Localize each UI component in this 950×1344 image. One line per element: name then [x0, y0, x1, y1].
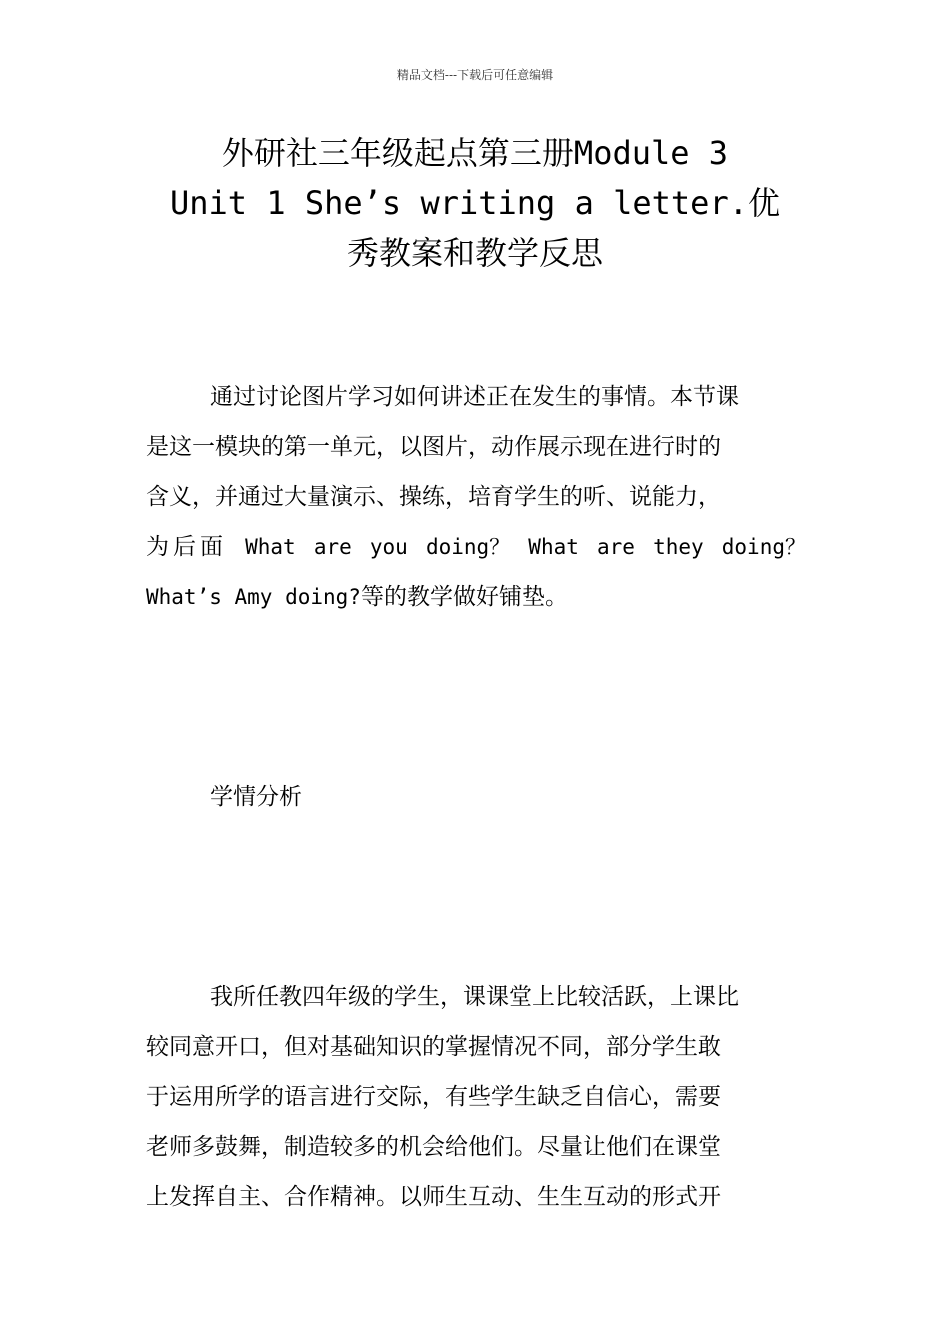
line-suffix: 等的教学做好铺垫。 [360, 584, 568, 610]
paragraph-line: 通过讨论图片学习如何讲述正在发生的事情。本节课 [210, 384, 739, 410]
paragraph-analysis [146, 972, 806, 1222]
document-title [140, 128, 810, 278]
section-heading: 学情分析 [210, 784, 302, 810]
paragraph-line: 老师多鼓舞，制造较多的机会给他们。尽量让他们在课堂 [146, 1134, 721, 1160]
paragraph-intro [146, 372, 806, 622]
english-word: are [313, 535, 352, 559]
english-phrase: What’s Amy doing? [146, 585, 361, 609]
paragraph-line: 含义，并通过大量演示、操练，培育学生的听、说能力， [146, 484, 721, 510]
title-line-3: 秀教案和教学反思 [346, 234, 603, 272]
english-word: doing？ [721, 535, 806, 559]
english-word: they [653, 535, 704, 559]
paragraph-line: 我所任教四年级的学生，课课堂上比较活跃，上课比 [210, 984, 739, 1010]
paragraph-line-mixed [146, 572, 806, 622]
english-word: are [597, 535, 635, 559]
paragraph-line: 于运用所学的语言进行交际，有些学生缺乏自信心，需要 [146, 1084, 721, 1110]
title-line-2: Unit 1 She’s writing a letter.优 [170, 184, 780, 222]
paragraph-line: 较同意开口，但对基础知识的掌握情况不同，部分学生敢 [146, 1034, 721, 1060]
line-prefix: 为后面 [146, 534, 227, 560]
paragraph-line: 上发挥自主、合作精神。以师生互动、生生互动的形式开 [146, 1184, 721, 1210]
english-word: What [245, 535, 296, 559]
title-line-1: 外研社三年级起点第三册Module 3 [221, 134, 729, 172]
english-word: What [528, 535, 579, 559]
english-word: you [369, 535, 408, 559]
paragraph-line-mixed [146, 522, 806, 572]
header-note: 精品文档---下载后可任意编辑 [396, 68, 554, 82]
english-word: doing？ [425, 535, 511, 559]
paragraph-line: 是这一模块的第一单元，以图片，动作展示现在进行时的 [146, 434, 721, 460]
